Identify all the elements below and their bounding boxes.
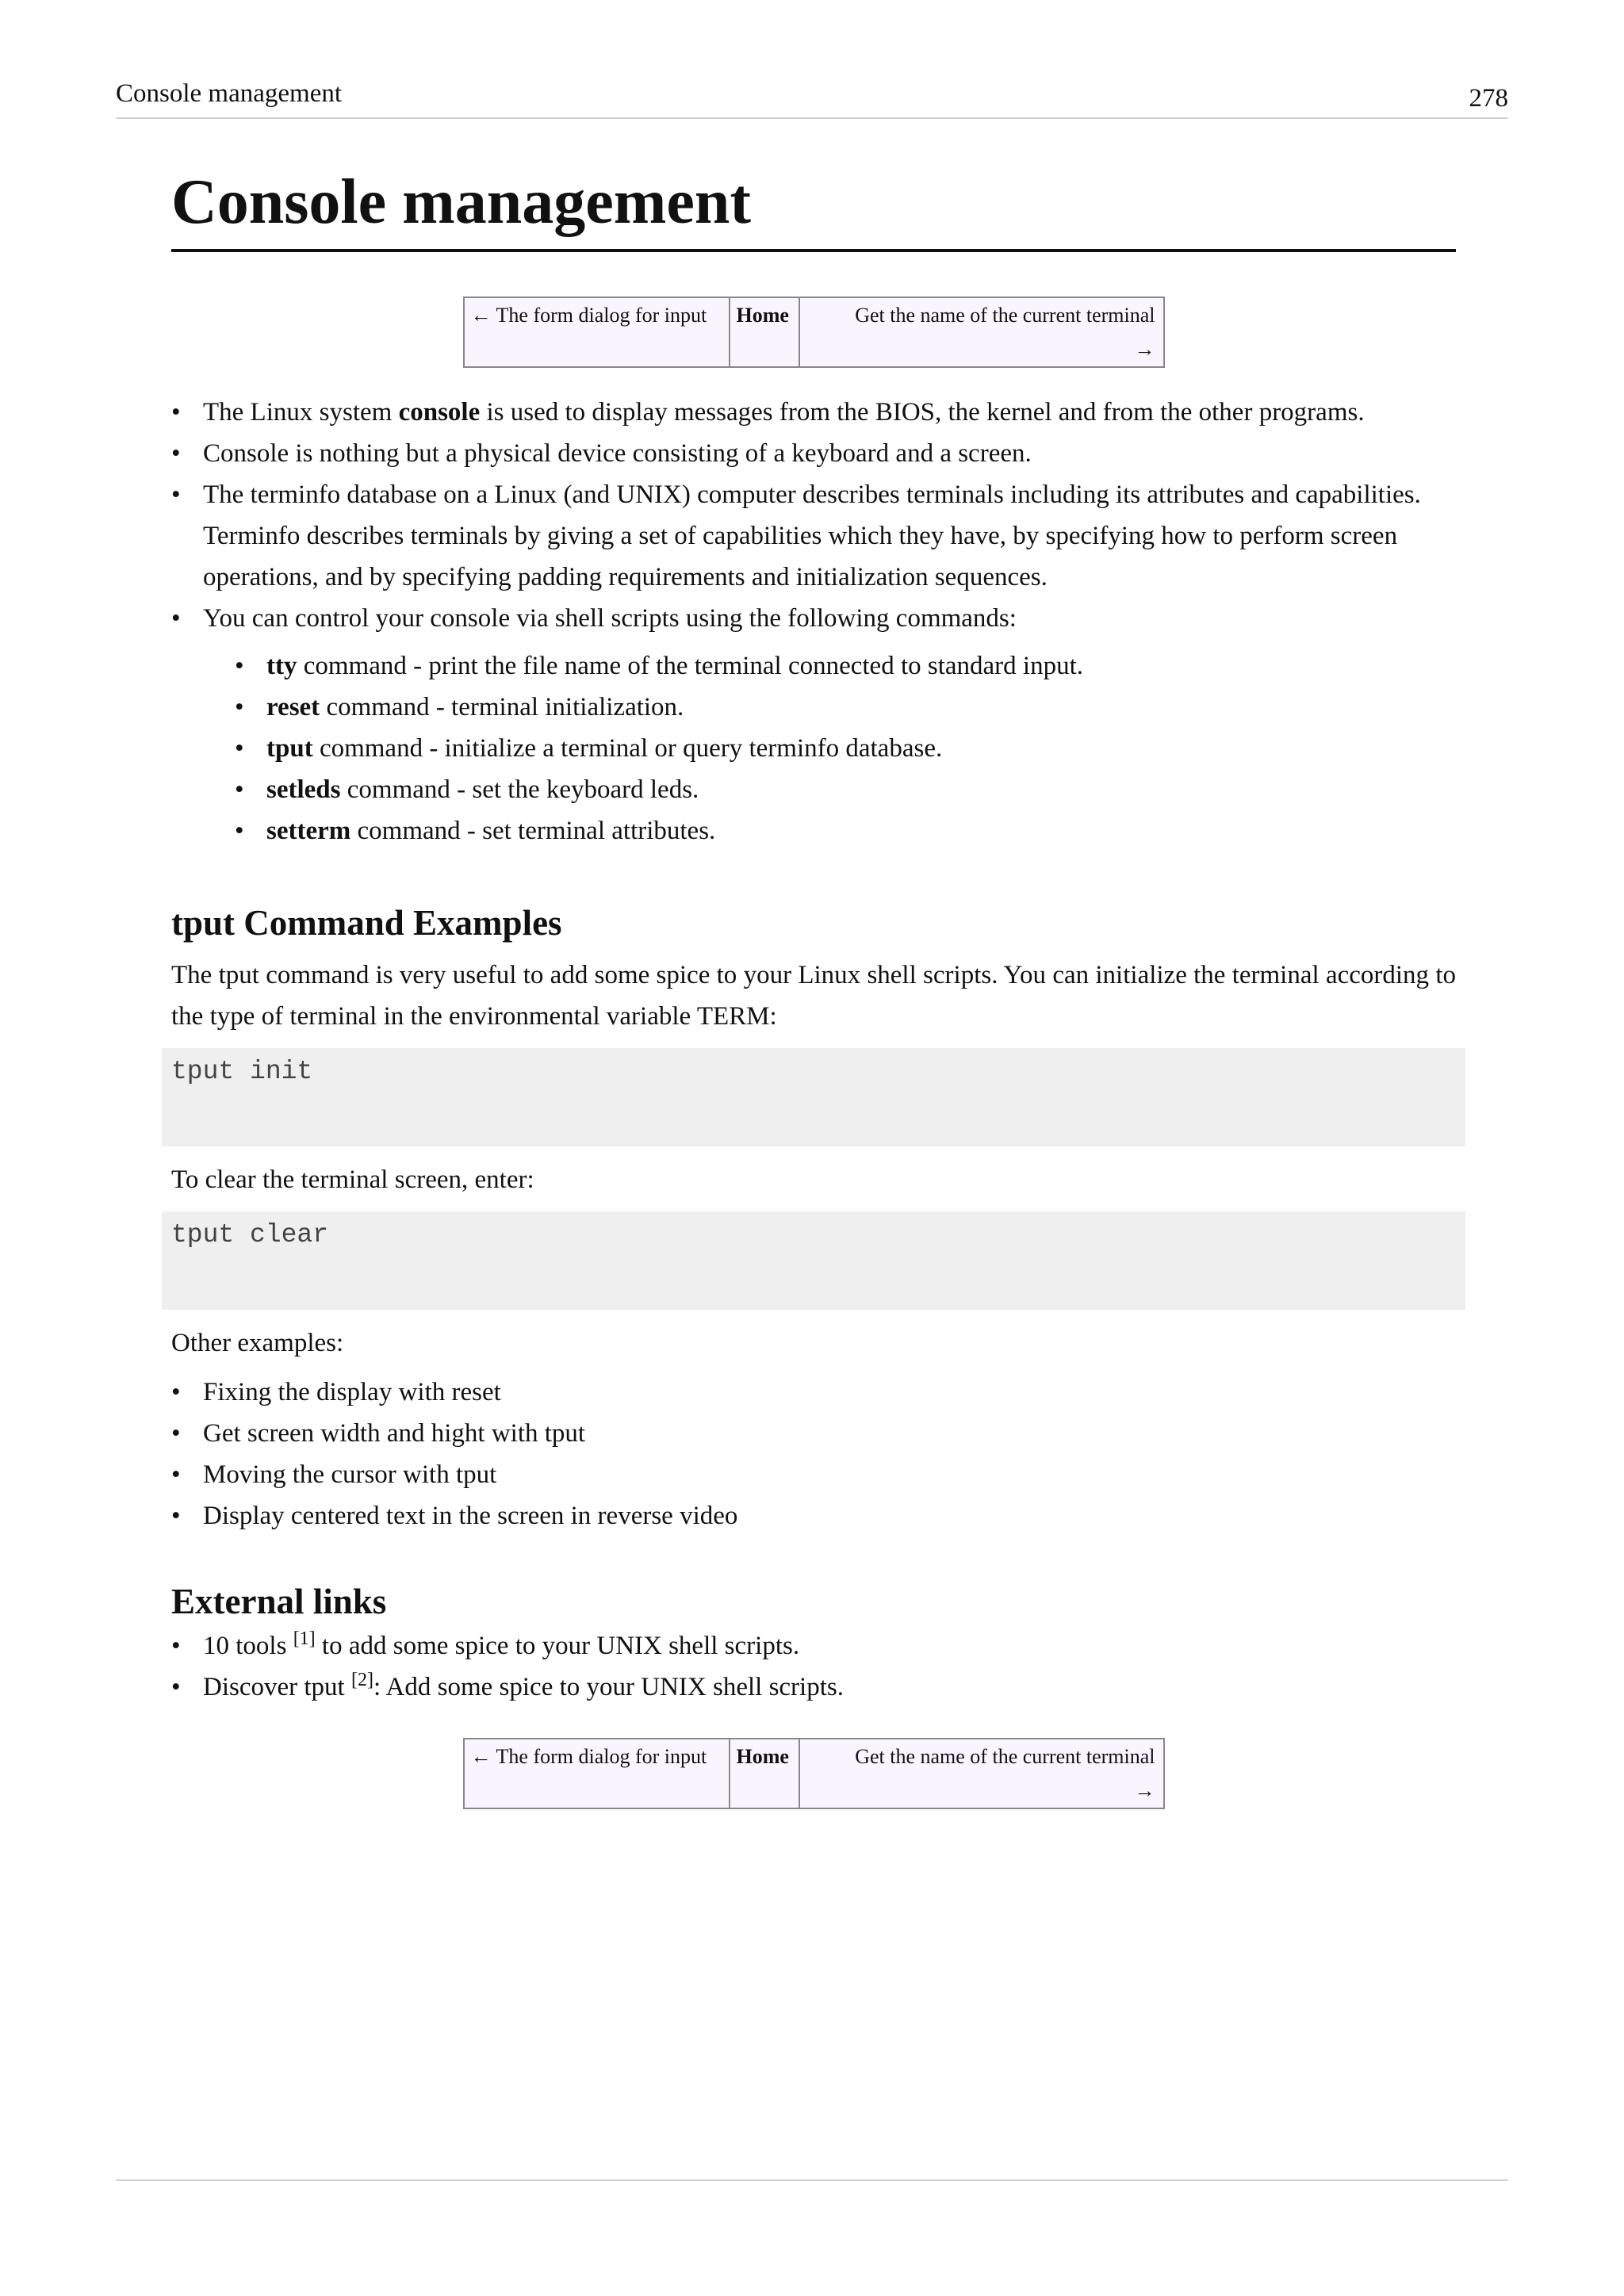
nav-home-link[interactable]: Home [730,1739,799,1808]
command-name: reset [266,693,320,721]
nav-home-link[interactable]: Home [730,297,799,367]
bold-term: console [398,398,481,427]
code-block-init: tput init [162,1048,1465,1146]
clear-paragraph: To clear the terminal screen, enter: [171,1165,534,1194]
nav-next-link[interactable] [799,1739,1164,1808]
list-item [171,1625,1456,1667]
list-item[interactable] [171,1495,1456,1536]
navigation-box-top [463,297,1165,368]
right-arrow-icon: → [1134,338,1155,361]
command-name: setterm [266,817,351,845]
external-link-2[interactable]: Discover tput [203,1673,345,1701]
list-item [235,810,1456,851]
article-content [171,159,1456,1809]
external-link-1[interactable]: 10 tools [203,1632,287,1660]
navigation-box-bottom [463,1738,1165,1809]
command-name: tty [266,652,297,680]
command-desc: command - print the file name of the terminal connected to standard input. [297,652,1083,680]
list-item [235,687,1456,728]
list-item[interactable] [171,1454,1456,1495]
list-item [235,645,1456,687]
other-examples-label: Other examples: [171,1329,344,1357]
footnote-ref-1[interactable]: [1] [293,1628,316,1649]
list-item [171,1667,1456,1708]
example-link[interactable]: Fixing the display with reset [203,1378,501,1406]
list-item-text: is used to display messages from the BIOS, the kernel and from the other programs. [480,398,1365,427]
example-link[interactable]: Moving the cursor with tput [203,1460,497,1489]
footnote-ref-2[interactable]: [2] [350,1670,373,1690]
section-heading-external: External links [171,1582,387,1621]
nav-next-label: Get the name of the current terminal [855,1745,1155,1768]
nav-prev-link[interactable]: ← The form dialog for input [464,297,730,367]
nav-prev-link[interactable]: ← The form dialog for input [464,1739,730,1808]
page-footer-rule [116,2179,1508,2181]
section-heading-tput: tput Command Examples [171,903,562,943]
intro-list [171,392,1456,851]
commands-list [203,645,1456,851]
list-item[interactable] [171,1413,1456,1454]
list-item [235,728,1456,769]
right-arrow-icon: → [1134,1779,1155,1802]
list-item-text: : Add some spice to your UNIX shell scripts. [373,1673,844,1701]
command-name: tput [266,734,313,763]
page-title: Console management [171,159,1456,252]
nav-next-link[interactable] [799,297,1164,367]
code-block-clear: tput clear [162,1211,1465,1310]
list-item [171,598,1456,851]
page-header [116,78,1508,119]
examples-list [171,1372,1456,1536]
list-item-text: You can control your console via shell scripts using the following commands: [203,604,1017,633]
example-link[interactable]: Display centered text in the screen in reverse video [203,1502,738,1530]
list-item: • Console is nothing but a physical device consisting of a keyboard and a screen. [171,433,1456,474]
list-item[interactable] [171,1372,1456,1413]
list-item: • The terminfo database on a Linux (and UNIX) computer describes terminals including its attributes and capabilities. Terminfo describes terminals by giving a set of capabilities which they have, by specifying how to perform screen operations, and by specifying padding requirements and initialization sequences. [171,474,1456,598]
list-item-text: to add some spice to your UNIX shell scripts. [315,1632,800,1660]
command-name: setleds [266,775,341,804]
command-desc: command - set the keyboard leds. [340,775,699,804]
nav-next-label: Get the name of the current terminal [855,304,1155,327]
command-desc: command - set terminal attributes. [350,817,716,845]
list-item [171,392,1456,433]
list-item [235,769,1456,810]
list-item-text: The Linux system [203,398,399,427]
external-links-list [171,1625,1456,1708]
example-link[interactable]: Get screen width and hight with tput [203,1419,586,1448]
command-desc: command - terminal initialization. [320,693,684,721]
page-number: 278 [1469,84,1508,113]
tput-intro-paragraph: The tput command is very useful to add some spice to your Linux shell scripts. You can initialize the terminal according to the type of terminal in the environmental variable TERM: [171,961,1456,1031]
command-desc: command - initialize a terminal or query terminfo database. [312,734,943,763]
running-header-title: Console management [116,79,343,108]
